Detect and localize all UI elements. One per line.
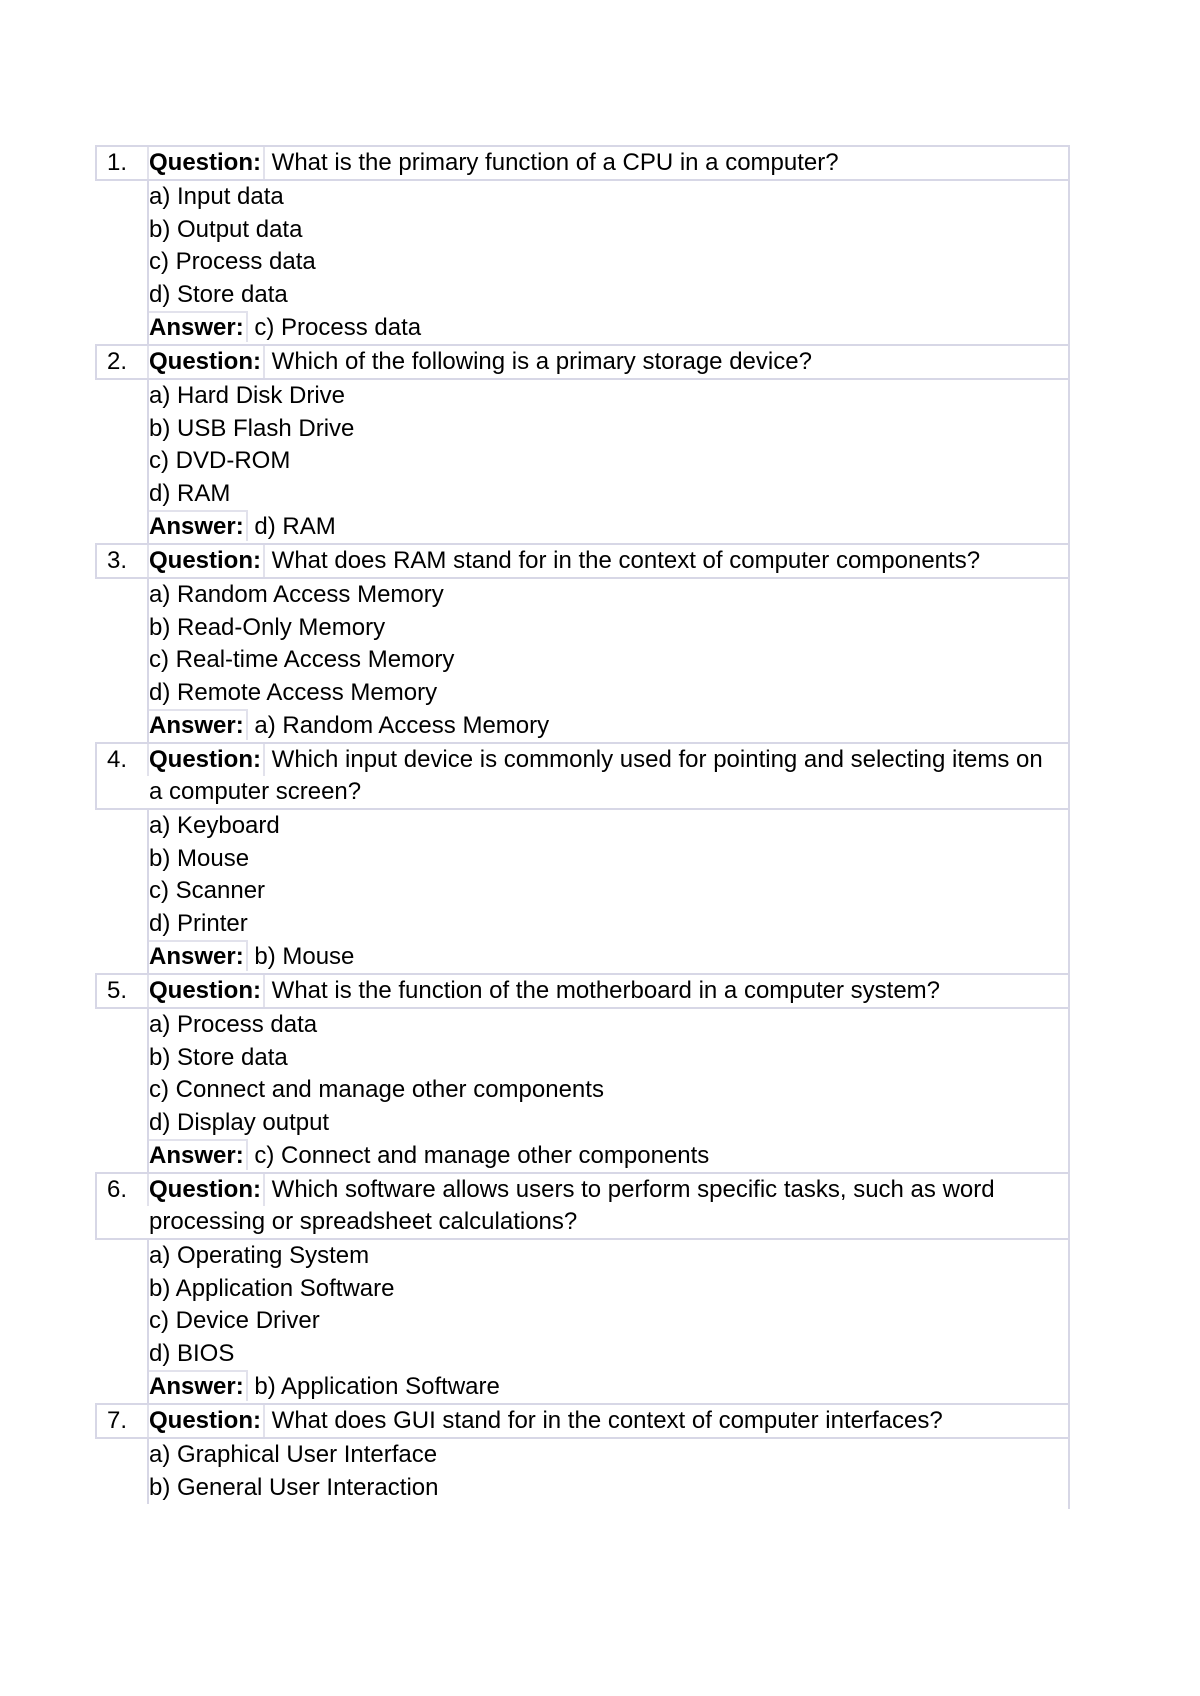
answer-text: b) Mouse xyxy=(254,943,355,970)
question-number: 1. xyxy=(107,149,128,176)
question-label: Question: xyxy=(147,1405,265,1437)
answer-label: Answer: xyxy=(149,940,248,971)
option-d: d) BIOS xyxy=(149,1339,235,1367)
options-block xyxy=(147,179,1068,344)
option-b: b) USB Flash Drive xyxy=(149,414,355,442)
question-list xyxy=(95,145,1070,1509)
option-b: b) Mouse xyxy=(149,844,250,872)
option-c: c) Connect and manage other components xyxy=(149,1076,604,1103)
option-b: b) Output data xyxy=(149,215,303,243)
options-block xyxy=(147,1437,1068,1504)
option-b: b) General User Interaction xyxy=(149,1473,439,1501)
answer-text: b) Application Software xyxy=(254,1373,500,1400)
answer-label: Answer: xyxy=(149,1139,248,1170)
option-b: b) Read-Only Memory xyxy=(149,613,386,641)
question-label: Question: xyxy=(147,346,265,378)
question-number: 5. xyxy=(107,977,128,1004)
option-d: d) Store data xyxy=(149,280,288,308)
question-row xyxy=(95,1172,1068,1240)
option-a: a) Graphical User Interface xyxy=(149,1441,438,1468)
option-a: a) Operating System xyxy=(149,1242,370,1269)
option-b: b) Application Software xyxy=(149,1274,395,1302)
answer-row xyxy=(149,709,1068,742)
question-number: 3. xyxy=(107,547,128,574)
question-item xyxy=(95,543,1068,742)
question-label: Question: xyxy=(147,1174,265,1206)
option-a: a) Hard Disk Drive xyxy=(149,382,346,409)
answer-label: Answer: xyxy=(149,510,248,541)
question-item xyxy=(95,344,1068,543)
question-text: Which input device is commonly used for pointing and selecting items on a computer screen? xyxy=(149,746,1043,805)
question-row xyxy=(95,1403,1068,1439)
option-a: a) Input data xyxy=(149,183,284,210)
question-label: Question: xyxy=(147,545,265,577)
question-row xyxy=(95,543,1068,579)
options-block xyxy=(147,1007,1068,1172)
option-c: c) DVD-ROM xyxy=(149,447,291,474)
question-item xyxy=(95,973,1068,1172)
question-row xyxy=(95,742,1068,810)
options-block xyxy=(147,378,1068,543)
question-label: Question: xyxy=(147,147,265,179)
option-a: a) Process data xyxy=(149,1011,318,1038)
option-b: b) Store data xyxy=(149,1043,288,1071)
option-c: c) Process data xyxy=(149,248,316,275)
option-c: c) Device Driver xyxy=(149,1307,320,1334)
answer-text: a) Random Access Memory xyxy=(254,712,550,739)
option-a: a) Keyboard xyxy=(149,812,280,839)
option-d: d) Printer xyxy=(149,909,248,937)
answer-row xyxy=(149,510,1068,543)
option-c: c) Real-time Access Memory xyxy=(149,646,455,673)
question-number: 4. xyxy=(107,746,128,773)
answer-label: Answer: xyxy=(149,311,248,342)
question-number: 2. xyxy=(107,348,128,375)
options-block xyxy=(147,577,1068,742)
answer-row xyxy=(149,1370,1068,1403)
answer-text: c) Connect and manage other components xyxy=(254,1142,710,1169)
question-text: What is the function of the motherboard in a computer system? xyxy=(271,977,941,1004)
option-d: d) RAM xyxy=(149,479,231,507)
option-d: d) Remote Access Memory xyxy=(149,678,438,706)
option-c: c) Scanner xyxy=(149,877,266,904)
question-label: Question: xyxy=(147,975,265,1007)
answer-row xyxy=(149,311,1068,344)
question-number: 7. xyxy=(107,1407,128,1434)
question-row xyxy=(95,973,1068,1009)
question-text: Which of the following is a primary storage device? xyxy=(271,348,812,375)
question-text: Which software allows users to perform specific tasks, such as word processing or spreadsheet calculations? xyxy=(149,1176,995,1235)
options-block xyxy=(147,1238,1068,1403)
option-a: a) Random Access Memory xyxy=(149,581,444,608)
answer-text: d) RAM xyxy=(254,513,336,540)
question-item xyxy=(95,145,1068,344)
question-item xyxy=(95,1403,1068,1504)
question-row xyxy=(95,145,1068,181)
option-d: d) Display output xyxy=(149,1108,330,1136)
question-label: Question: xyxy=(147,744,265,776)
answer-row xyxy=(149,940,1068,973)
question-text: What does GUI stand for in the context of computer interfaces? xyxy=(271,1407,943,1434)
question-text: What does RAM stand for in the context of computer components? xyxy=(271,547,981,574)
answer-label: Answer: xyxy=(149,1370,248,1401)
answer-label: Answer: xyxy=(149,709,248,740)
options-block xyxy=(147,808,1068,973)
question-number: 6. xyxy=(107,1176,128,1203)
question-item xyxy=(95,1172,1068,1403)
answer-row xyxy=(149,1139,1068,1172)
question-text: What is the primary function of a CPU in a computer? xyxy=(271,149,839,176)
question-row xyxy=(95,344,1068,380)
answer-text: c) Process data xyxy=(254,314,422,341)
question-item xyxy=(95,742,1068,973)
